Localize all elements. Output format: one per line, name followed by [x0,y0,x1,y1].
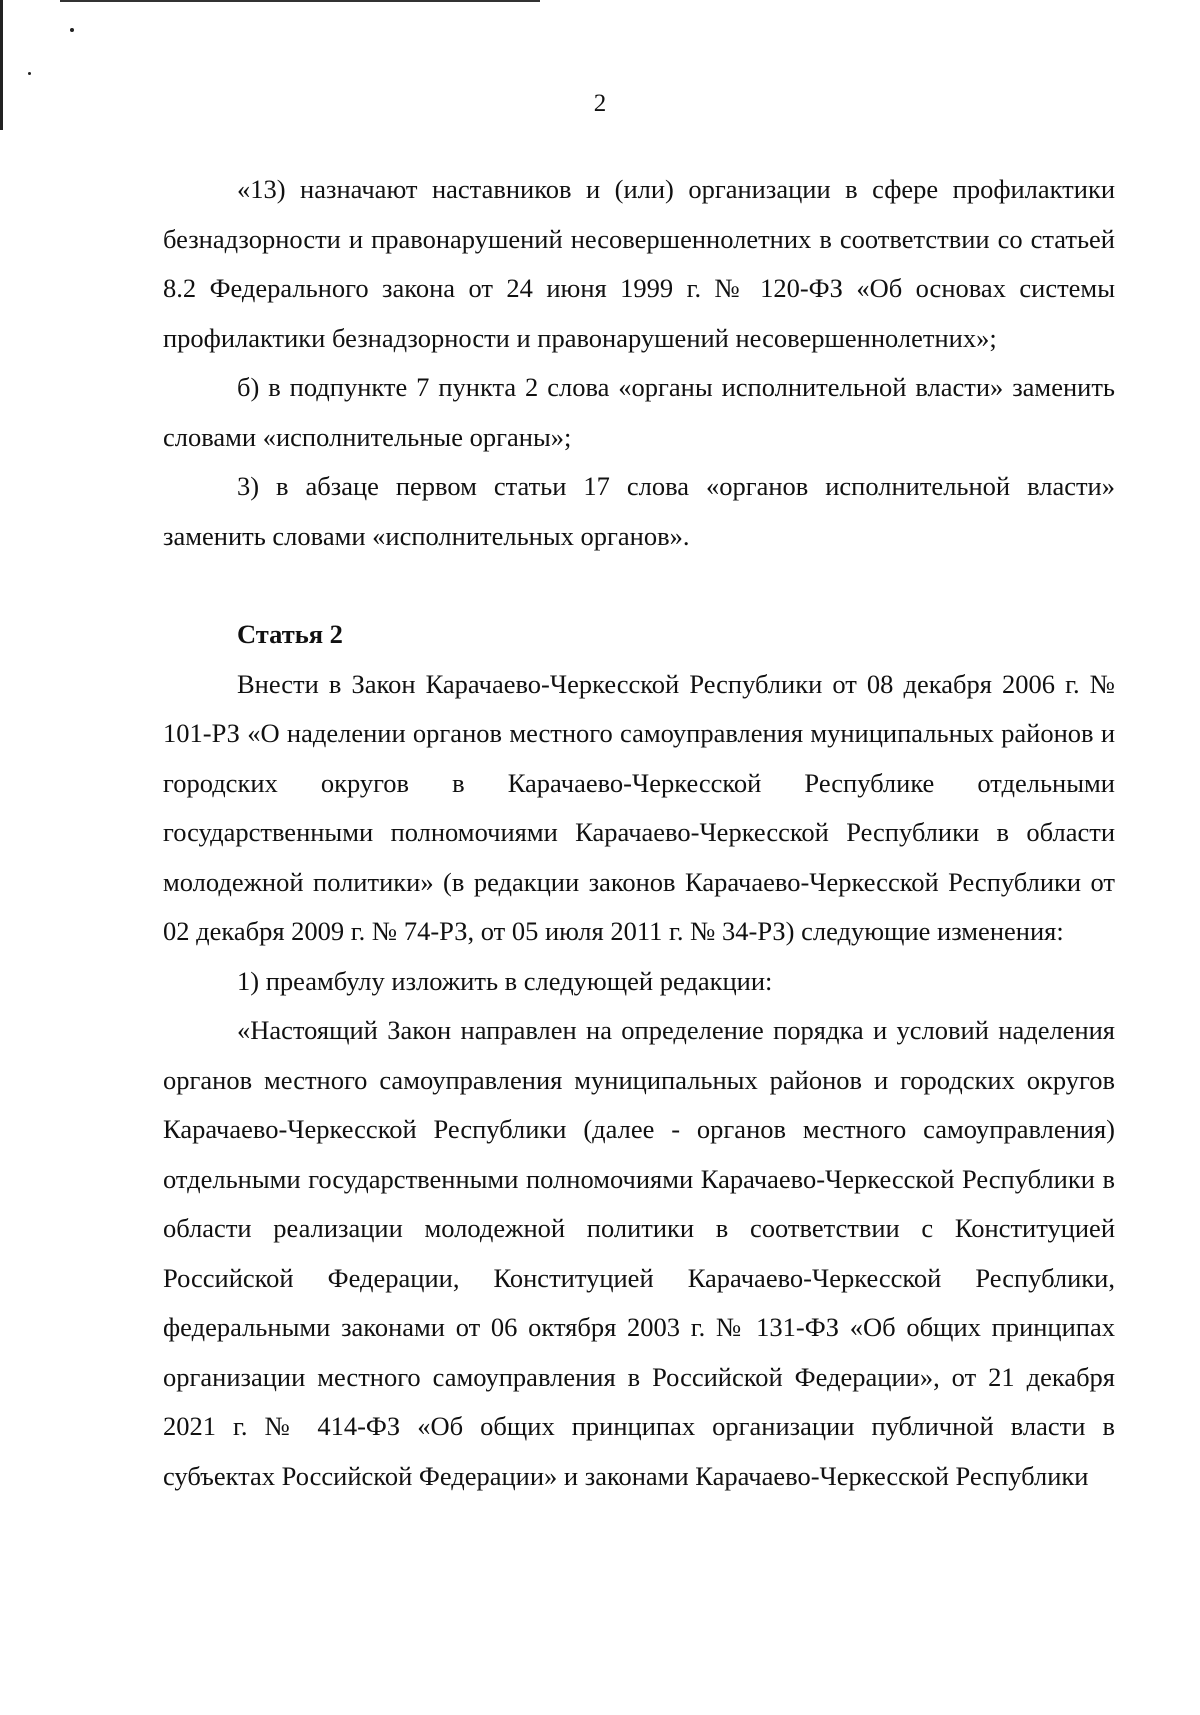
paragraph: «13) назначают наставников и (или) организации в сфере профилактики безнадзорности и правонарушений несовершеннолетних в соответствии со статьей 8.2 Федерального закона от 24 июня 1999 г. № 120-ФЗ «Об основах системы профилактики безнадзорности и правонарушений несовершеннолетних»; [163,174,1115,353]
spacer [163,561,1115,610]
paragraph: «Настоящий Закон направлен на определение порядка и условий наделения органов местного самоуправления муниципальных районов и городских округов Карачаево-Черкесской Республики (далее - органов местного самоуправления) отдельными государственными полномочиями Карачаево-Черкесской Республики в области реализации молодежной политики в соответствии с Конституцией Российской Федерации, Конституцией Карачаево-Черкесской Республики, федеральными законами от 06 октября 2003 г. № 131-ФЗ «Об общих принципах организации местного самоуправления в Российской Федерации», от 21 декабря 2021 г. № 414-ФЗ «Об общих принципах организации публичной власти в субъектах Российской Федерации» и законами Карачаево-Черкесской Республики [163,1015,1115,1491]
article-heading: Статья 2 [237,619,343,649]
scan-edge-line [60,0,540,2]
paragraph: б) в подпункте 7 пункта 2 слова «органы исполнительной власти» заменить словами «исполнительные органы»; [163,372,1115,452]
scan-speck [28,72,31,75]
page-number: 2 [593,90,607,117]
paragraph: 1) преамбулу изложить в следующей редакции: [237,965,773,996]
paragraph: 3) в абзаце первом статьи 17 слова «органов исполнительной власти» заменить словами «исполнительных органов». [163,471,1115,551]
scan-speck [70,28,74,32]
paragraph: Внести в Закон Карачаево-Черкесской Республики от 08 декабря 2006 г. № 101-РЗ «О наделении органов местного самоуправления муниципальных районов и городских округов в Карачаево-Черкесской Республике отдельными государственными полномочиями Карачаево-Черкесской Республики в области молодежной политики» (в редакции законов Карачаево-Черкесской Республики от 02 декабря 2009 г. № 74-РЗ, от 05 июля 2011 г. № 34-РЗ) следующие изменения: [163,668,1115,946]
document-body [163,165,1115,1501]
